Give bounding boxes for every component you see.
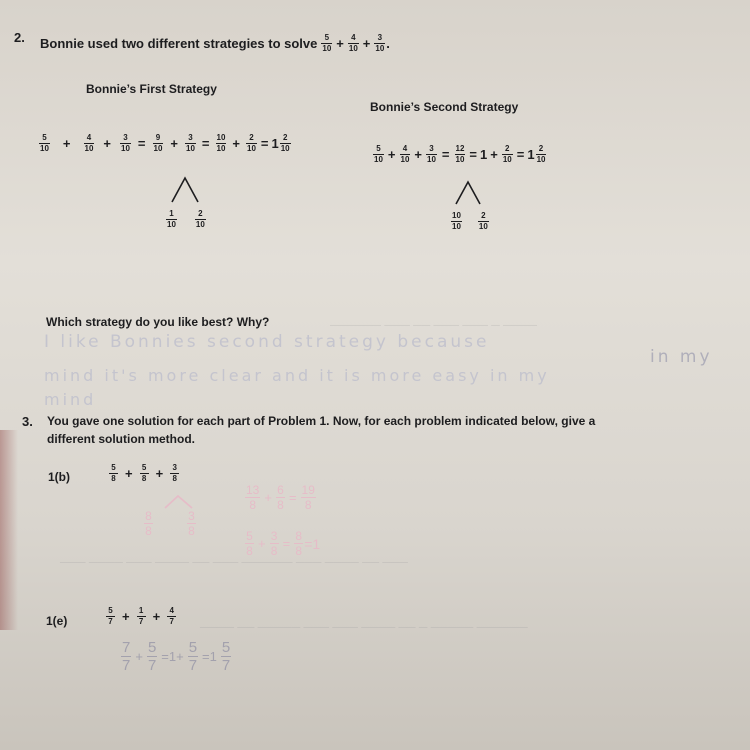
problem-3-text-line-2: different solution method. [47,432,195,446]
fraction: $\frac{4}{10}$ [84,133,94,153]
fraction: $\frac{5}{8}$ [140,464,149,483]
part-b-expression: $\frac{5}{8}$ + $\frac{5}{8}$ + $\frac{3}{8}$ [108,464,180,483]
fraction: $\frac{2}{10}$ [478,211,488,231]
second-strategy-heading: Bonnie’s Second Strategy [370,100,519,114]
fraction: $\frac{4}{7}$ [167,607,176,626]
fraction: $\frac{10}{10}$ [452,211,461,231]
fraction: $\frac{5}{10}$ [322,33,332,53]
handwritten-answer-line-1: I like Bonnies second strategy because [44,332,490,352]
handwritten-answer-line-3: mind [44,390,97,409]
whole-number: 1 [480,147,488,162]
handwritten-row-1: $\frac{13}{8}$ + $\frac{6}{8}$ = $\frac{19}{8}$ [246,483,315,512]
problem-number: 3. [22,414,33,429]
handwritten-split: $\frac{8}{8}$ $\frac{3}{8}$ [145,509,195,538]
fraction: $\frac{3}{10}$ [427,144,436,164]
problem-number: 2. [14,30,25,45]
strategy-question: Which strategy do you like best? Why? [46,315,270,329]
fraction: $\frac{5}{10}$ [374,144,383,164]
fraction: $\frac{3}{10}$ [121,133,130,153]
part-e-expression: $\frac{5}{7}$ + $\frac{1}{7}$ + $\frac{4}{7}$ [105,607,177,626]
split-caret [456,182,480,204]
fraction: $\frac{10}{10}$ [216,133,226,153]
part-label: 1(b) [48,470,70,484]
fraction: $\frac{5}{8}$ [109,464,118,483]
fraction: $\frac{3}{8}$ [170,464,179,483]
bleed-through-text: ────── ─── ── ─── ─── ─ ──── [330,318,538,332]
fraction: $\frac{3}{10}$ [186,133,195,153]
fraction: $\frac{1}{10}$ [167,209,176,229]
handwritten-answer-line-2: mind it's more clear and it is more easy in my [44,366,550,385]
part-label: 1(e) [46,614,68,628]
fraction: $\frac{4}{10}$ [348,33,358,53]
problem-2-statement: Bonnie used two different strategies to solve $\frac{5}{10}$ + $\frac{4}{10}$ + $\frac{3}{10}$ . [40,33,390,53]
fraction: $\frac{2}{10}$ [247,133,256,153]
handwritten-part-e: $\frac{7}{7}$ + $\frac{5}{7}$ =1+ $\frac{5}{7}$ =1 $\frac{5}{7}$ [122,639,231,674]
fraction: $\frac{4}{10}$ [400,144,410,164]
fraction: $\frac{1}{7}$ [137,607,146,626]
fraction: $\frac{9}{10}$ [153,133,163,153]
first-strategy-heading: Bonnie’s First Strategy [86,82,217,96]
problem-2-text: Bonnie used two different strategies to solve [40,36,318,51]
first-strategy-equation: $\frac{5}{10}$ + $\frac{4}{10}$ + $\frac{3}{10}$ = $\frac{9}{10}$ + $\frac{3}{10}$ = $\frac{10}{10}$ + $\frac{2}{10}$ = 1 $\frac{2}{10}$ [40,133,290,153]
fraction: $\frac{2}{10}$ [502,144,512,164]
whole-number: 1 [527,147,535,162]
split-caret [172,178,198,202]
bleed-through-text: ─── ──── ─── ──── ── ─── ────── ─── ──── ── ─── [60,555,408,569]
fraction: $\frac{5}{10}$ [40,133,49,153]
fraction: $\frac{5}{7}$ [106,607,115,626]
fraction: $\frac{2}{10}$ [536,144,546,164]
second-strategy-equation: $\frac{5}{10}$ + $\frac{4}{10}$ + $\frac{3}{10}$ = $\frac{12}{10}$ = 1 + $\frac{2}{10}$ = 1 $\frac{2}{10}$ [374,144,546,164]
whole-number: 1 [271,136,279,151]
fraction: $\frac{12}{10}$ [455,144,465,164]
fraction: $\frac{2}{10}$ [195,209,205,229]
bleed-through-text: ──── ── ───── ─── ─── ──── ── ─ ───── ────── [200,620,528,634]
fraction: $\frac{3}{10}$ [375,33,385,53]
handwritten-answer-line-1-end: in my [650,347,713,367]
fraction: $\frac{2}{10}$ [280,133,290,153]
split-caret [165,496,192,508]
handwritten-row-2: $\frac{5}{8}$ + $\frac{3}{8}$ = $\frac{8}{8}$ =1 [246,529,321,558]
problem-3-text-line-1: You gave one solution for each part of Problem 1. Now, for each problem indicated below, give a [47,414,596,428]
